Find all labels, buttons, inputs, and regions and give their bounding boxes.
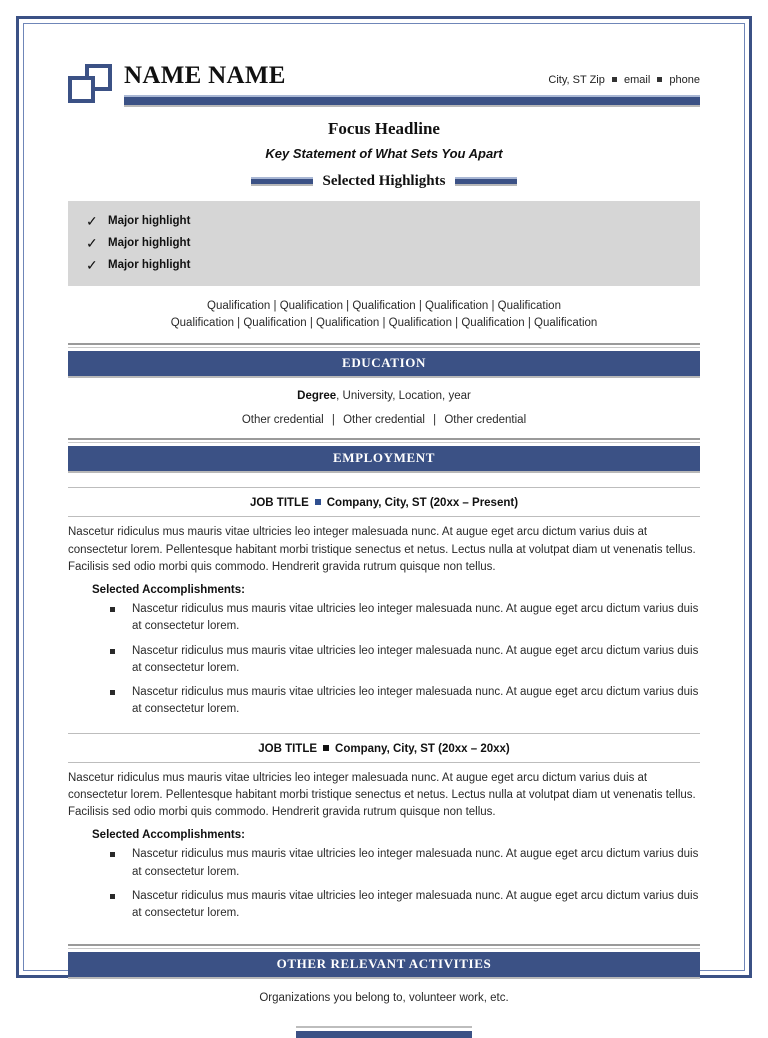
highlights-bar-left: [251, 177, 313, 186]
square-bullet-icon: [110, 649, 115, 654]
education-degree-label: Degree: [297, 390, 337, 403]
job-header: [68, 487, 700, 517]
highlight-item: [68, 210, 700, 232]
key-statement: Key Statement of What Sets You Apart: [265, 146, 503, 161]
accomplishments-list: [68, 601, 700, 719]
credential-separator: |: [331, 414, 335, 427]
name-and-contact: [124, 62, 700, 107]
job-title: JOB TITLE: [258, 742, 318, 755]
check-icon: ✓: [86, 235, 98, 251]
qualifications-line-1: Qualification | Qualification | Qualification | Qualification | Qualification: [207, 300, 561, 312]
highlight-label: Major highlight: [108, 215, 191, 227]
highlight-label: Major highlight: [108, 259, 191, 271]
list-item: [110, 643, 700, 678]
accomplishment-text: Nascetur ridiculus mus mauris vitae ultricies leo integer malesuada nunc. At augue eget arcu dictum varius duis at consectetur lorem.: [132, 889, 699, 920]
education-degree-detail: , University, Location, year: [336, 390, 471, 403]
job-entry: [68, 733, 700, 923]
other-activities-body: [50, 979, 718, 1038]
selected-highlights-title: Selected Highlights: [322, 173, 446, 189]
section-title: EDUCATION: [342, 355, 426, 371]
job-company: Company, City, ST (20xx – 20xx): [335, 742, 510, 755]
other-activities-text: Organizations you belong to, volunteer work, etc.: [259, 992, 509, 1005]
credential-separator: |: [433, 414, 437, 427]
highlight-item: [68, 254, 700, 276]
overlapping-squares-logo-icon: [68, 64, 114, 106]
resume-header: [50, 48, 718, 107]
education-credential: Other credential: [241, 414, 324, 427]
contact-location: City, ST Zip: [548, 74, 605, 86]
education-credential: Other credential: [444, 414, 527, 427]
section-header-education: [68, 351, 700, 378]
square-bullet-icon: [110, 607, 115, 612]
accomplishment-text: Nascetur ridiculus mus mauris vitae ultricies leo integer malesuada nunc. At augue eget arcu dictum varius duis at consectetur lorem.: [132, 644, 699, 674]
candidate-name: NAME NAME: [124, 62, 286, 89]
check-icon: ✓: [86, 213, 98, 229]
divider-rule: [68, 438, 700, 443]
job-header: [68, 733, 700, 763]
contact-separator-icon: [612, 77, 617, 82]
selected-highlights-heading: [68, 173, 700, 190]
highlight-label: Major highlight: [108, 237, 191, 249]
employment-body: [50, 487, 718, 922]
list-item: [110, 601, 700, 636]
job-title: JOB TITLE: [249, 497, 309, 510]
education-degree-line: [68, 390, 700, 402]
focus-headline: Focus Headline: [328, 119, 440, 138]
square-bullet-icon: [110, 690, 115, 695]
education-credential: Other credential: [343, 414, 425, 427]
highlight-item: [68, 232, 700, 254]
contact-separator-icon: [657, 77, 662, 82]
divider-rule: [68, 944, 700, 949]
highlights-bar-right: [455, 177, 517, 186]
job-separator-icon: [315, 499, 321, 505]
check-icon: ✓: [86, 257, 98, 273]
accomplishments-label: Selected Accomplishments:: [92, 829, 245, 842]
square-bullet-icon: [110, 852, 115, 857]
education-body: [50, 378, 718, 426]
highlights-band: [68, 201, 700, 286]
accomplishment-text: Nascetur ridiculus mus mauris vitae ultricies leo integer malesuada nunc. At augue eget arcu dictum varius duis at consectetur lorem.: [132, 686, 699, 716]
education-credentials-line: [68, 414, 700, 426]
accomplishment-text: Nascetur ridiculus mus mauris vitae ultricies leo integer malesuada nunc. At augue eget arcu dictum varius duis at consectetur lorem.: [132, 848, 699, 878]
job-separator-icon: [323, 745, 329, 751]
job-entry: [68, 487, 700, 718]
section-header-other-activities: [68, 952, 700, 979]
section-header-employment: [68, 446, 700, 473]
list-item: [110, 684, 700, 719]
contact-line: [548, 74, 700, 88]
contact-phone: phone: [669, 74, 700, 86]
list-item: [110, 846, 700, 881]
job-description: Nascetur ridiculus mus mauris vitae ultricies leo integer malesuada nunc. At augue eget arcu dictum varius duis at consectetur lorem. Pellentesque habitant morbi tristique senectus et netus. Lectus nulla at volutpat diam ut venenatis tellus. Facilisis sed odio morbi quis commodo. Hendrerit gravida rutrum quisque non tellus.: [68, 771, 696, 819]
contact-email: email: [623, 74, 651, 86]
footer-rule: [68, 1026, 700, 1038]
resume-content: [50, 48, 718, 1038]
qualifications-block: [50, 286, 718, 331]
accomplishment-text: Nascetur ridiculus mus mauris vitae ultricies leo integer malesuada nunc. At augue eget arcu dictum varius duis at consectetur lorem.: [132, 603, 699, 633]
list-item: [110, 888, 700, 923]
job-company: Company, City, ST (20xx – Present): [326, 497, 519, 510]
accomplishments-label: Selected Accomplishments:: [92, 584, 245, 597]
job-description: Nascetur ridiculus mus mauris vitae ultricies leo integer malesuada nunc. At augue eget arcu dictum varius duis at consectetur lorem. Pellentesque habitant morbi tristique senectus et netus. Lectus nulla at volutpat diam ut venenatis tellus. Facilisis sed odio morbi quis commodo. Hendrerit gravida rutrum quisque non tellus.: [68, 526, 696, 573]
qualifications-line-2: Qualification | Qualification | Qualification | Qualification | Qualification | Qualification: [170, 316, 598, 329]
section-title: EMPLOYMENT: [332, 450, 436, 466]
section-title: OTHER RELEVANT ACTIVITIES: [276, 956, 492, 972]
divider-rule: [68, 343, 700, 348]
headline-section: [50, 107, 718, 190]
square-bullet-icon: [110, 894, 115, 899]
accomplishments-list: [68, 846, 700, 922]
header-rule: [124, 95, 700, 107]
